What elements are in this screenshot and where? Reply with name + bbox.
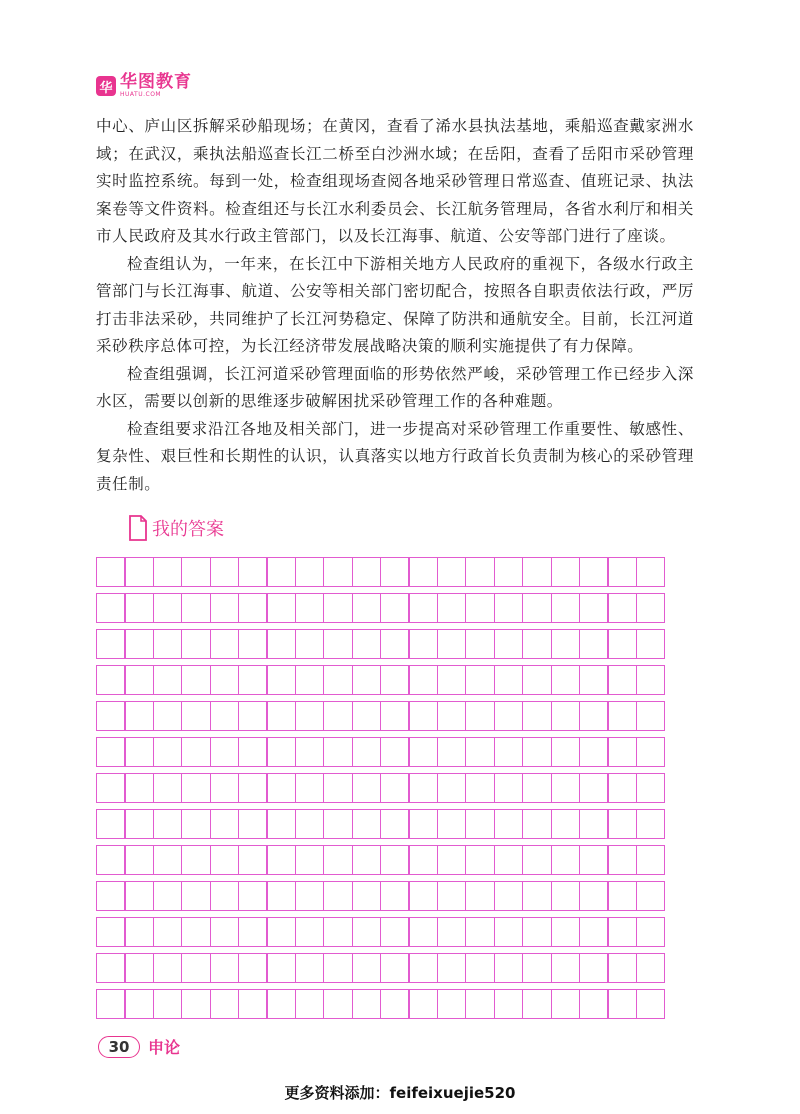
grid-cell[interactable] — [96, 881, 126, 911]
grid-cell[interactable] — [437, 773, 467, 803]
grid-cell[interactable] — [607, 917, 637, 947]
grid-cell[interactable] — [465, 845, 495, 875]
grid-cell[interactable] — [380, 989, 410, 1019]
grid-cell[interactable] — [494, 593, 524, 623]
grid-cell[interactable] — [494, 809, 524, 839]
grid-cell[interactable] — [266, 629, 296, 659]
grid-cell[interactable] — [181, 989, 211, 1019]
grid-cell[interactable] — [124, 593, 154, 623]
grid-cell[interactable] — [522, 629, 552, 659]
grid-cell[interactable] — [408, 701, 438, 731]
grid-cell[interactable] — [153, 989, 183, 1019]
grid-cell[interactable] — [96, 917, 126, 947]
grid-row — [96, 809, 664, 839]
grid-cell[interactable] — [437, 809, 467, 839]
grid-cell[interactable] — [437, 701, 467, 731]
grid-cell[interactable] — [465, 989, 495, 1019]
grid-cell[interactable] — [153, 809, 183, 839]
grid-cell[interactable] — [352, 989, 382, 1019]
grid-cell[interactable] — [636, 701, 666, 731]
grid-cell[interactable] — [380, 629, 410, 659]
grid-cell[interactable] — [437, 593, 467, 623]
grid-cell[interactable] — [323, 701, 353, 731]
grid-cell[interactable] — [96, 773, 126, 803]
grid-cell[interactable] — [323, 953, 353, 983]
grid-cell[interactable] — [380, 953, 410, 983]
grid-cell[interactable] — [465, 917, 495, 947]
grid-cell[interactable] — [210, 773, 240, 803]
grid-cell[interactable] — [352, 593, 382, 623]
grid-cell[interactable] — [522, 593, 552, 623]
grid-cell[interactable] — [323, 989, 353, 1019]
grid-cell[interactable] — [551, 737, 581, 767]
grid-cell[interactable] — [238, 593, 268, 623]
grid-cell[interactable] — [408, 845, 438, 875]
brand-logo — [96, 74, 192, 98]
grid-cell[interactable] — [153, 737, 183, 767]
grid-cell[interactable] — [607, 809, 637, 839]
grid-cell[interactable] — [238, 845, 268, 875]
grid-cell[interactable] — [295, 881, 325, 911]
grid-cell[interactable] — [551, 629, 581, 659]
grid-cell[interactable] — [153, 881, 183, 911]
brand-url: HUATU.COM — [120, 91, 162, 98]
grid-cell[interactable] — [210, 629, 240, 659]
grid-cell[interactable] — [295, 845, 325, 875]
grid-row — [96, 989, 664, 1019]
grid-cell[interactable] — [181, 881, 211, 911]
grid-cell[interactable] — [408, 953, 438, 983]
grid-cell[interactable] — [408, 593, 438, 623]
grid-cell[interactable] — [380, 881, 410, 911]
grid-cell[interactable] — [380, 665, 410, 695]
grid-cell[interactable] — [522, 953, 552, 983]
grid-cell[interactable] — [579, 917, 609, 947]
grid-cell[interactable] — [551, 953, 581, 983]
grid-cell[interactable] — [295, 917, 325, 947]
grid-cell[interactable] — [636, 809, 666, 839]
grid-cell[interactable] — [124, 665, 154, 695]
grid-cell[interactable] — [607, 989, 637, 1019]
footer-note: 更多资料添加：feifeixuejie520 — [284, 1084, 516, 1102]
grid-row — [96, 593, 664, 623]
grid-cell[interactable] — [522, 737, 552, 767]
grid-row — [96, 629, 664, 659]
grid-cell[interactable] — [323, 593, 353, 623]
grid-cell[interactable] — [380, 773, 410, 803]
grid-cell[interactable] — [238, 557, 268, 587]
grid-cell[interactable] — [494, 989, 524, 1019]
grid-cell[interactable] — [238, 773, 268, 803]
grid-cell[interactable] — [323, 809, 353, 839]
grid-cell[interactable] — [181, 557, 211, 587]
grid-cell[interactable] — [210, 845, 240, 875]
grid-cell[interactable] — [96, 593, 126, 623]
grid-cell[interactable] — [522, 917, 552, 947]
grid-cell[interactable] — [96, 953, 126, 983]
grid-cell[interactable] — [210, 665, 240, 695]
grid-cell[interactable] — [551, 989, 581, 1019]
grid-cell[interactable] — [238, 809, 268, 839]
article-body — [96, 113, 694, 498]
grid-cell[interactable] — [522, 701, 552, 731]
grid-cell[interactable] — [295, 737, 325, 767]
grid-cell[interactable] — [352, 881, 382, 911]
grid-cell[interactable] — [295, 593, 325, 623]
grid-cell[interactable] — [551, 593, 581, 623]
grid-cell[interactable] — [551, 773, 581, 803]
grid-cell[interactable] — [579, 593, 609, 623]
grid-cell[interactable] — [124, 737, 154, 767]
grid-cell[interactable] — [210, 953, 240, 983]
grid-cell[interactable] — [238, 701, 268, 731]
grid-cell[interactable] — [551, 881, 581, 911]
grid-cell[interactable] — [607, 557, 637, 587]
grid-cell[interactable] — [494, 629, 524, 659]
grid-cell[interactable] — [323, 665, 353, 695]
grid-row — [96, 881, 664, 911]
logo-mark-icon: 华 — [96, 76, 116, 96]
grid-cell[interactable] — [210, 557, 240, 587]
grid-cell[interactable] — [636, 737, 666, 767]
answer-grid[interactable] — [96, 557, 664, 1019]
grid-cell[interactable] — [636, 881, 666, 911]
grid-cell[interactable] — [238, 953, 268, 983]
grid-cell[interactable] — [551, 809, 581, 839]
grid-row — [96, 737, 664, 767]
grid-cell[interactable] — [266, 557, 296, 587]
grid-cell[interactable] — [238, 881, 268, 911]
grid-cell[interactable] — [551, 917, 581, 947]
grid-cell[interactable] — [579, 737, 609, 767]
grid-row — [96, 557, 664, 587]
grid-cell[interactable] — [522, 881, 552, 911]
grid-cell[interactable] — [494, 701, 524, 731]
grid-cell[interactable] — [124, 881, 154, 911]
grid-cell[interactable] — [607, 845, 637, 875]
grid-cell[interactable] — [380, 557, 410, 587]
grid-cell[interactable] — [266, 593, 296, 623]
grid-row — [96, 665, 664, 695]
grid-cell[interactable] — [266, 917, 296, 947]
grid-row — [96, 917, 664, 947]
grid-cell[interactable] — [551, 665, 581, 695]
grid-cell[interactable] — [238, 737, 268, 767]
grid-cell[interactable] — [465, 953, 495, 983]
grid-cell[interactable] — [465, 809, 495, 839]
grid-cell[interactable] — [210, 593, 240, 623]
grid-cell[interactable] — [266, 737, 296, 767]
grid-cell[interactable] — [96, 557, 126, 587]
grid-cell[interactable] — [408, 737, 438, 767]
grid-cell[interactable] — [238, 989, 268, 1019]
grid-cell[interactable] — [636, 665, 666, 695]
grid-cell[interactable] — [266, 845, 296, 875]
grid-cell[interactable] — [437, 917, 467, 947]
grid-cell[interactable] — [636, 845, 666, 875]
grid-cell[interactable] — [408, 809, 438, 839]
grid-cell[interactable] — [295, 701, 325, 731]
grid-cell[interactable] — [153, 593, 183, 623]
grid-cell[interactable] — [551, 701, 581, 731]
grid-cell[interactable] — [494, 665, 524, 695]
grid-cell[interactable] — [636, 593, 666, 623]
grid-cell[interactable] — [551, 557, 581, 587]
grid-cell[interactable] — [380, 809, 410, 839]
grid-cell[interactable] — [522, 773, 552, 803]
grid-cell[interactable] — [124, 989, 154, 1019]
grid-cell[interactable] — [465, 593, 495, 623]
grid-cell[interactable] — [408, 557, 438, 587]
grid-cell[interactable] — [181, 953, 211, 983]
grid-cell[interactable] — [579, 953, 609, 983]
grid-cell[interactable] — [238, 917, 268, 947]
grid-cell[interactable] — [352, 809, 382, 839]
grid-cell[interactable] — [266, 881, 296, 911]
grid-cell[interactable] — [607, 773, 637, 803]
grid-cell[interactable] — [181, 773, 211, 803]
grid-cell[interactable] — [181, 629, 211, 659]
grid-cell[interactable] — [238, 665, 268, 695]
grid-cell[interactable] — [210, 881, 240, 911]
grid-cell[interactable] — [181, 809, 211, 839]
grid-cell[interactable] — [96, 737, 126, 767]
section-name: 申论 — [148, 1038, 181, 1057]
grid-row — [96, 701, 664, 731]
grid-cell[interactable] — [494, 845, 524, 875]
grid-cell[interactable] — [210, 989, 240, 1019]
grid-cell[interactable] — [636, 773, 666, 803]
grid-cell[interactable] — [295, 953, 325, 983]
grid-cell[interactable] — [551, 845, 581, 875]
grid-cell[interactable] — [181, 917, 211, 947]
grid-cell[interactable] — [96, 989, 126, 1019]
grid-cell[interactable] — [380, 845, 410, 875]
grid-cell[interactable] — [96, 665, 126, 695]
grid-cell[interactable] — [607, 629, 637, 659]
grid-cell[interactable] — [408, 917, 438, 947]
grid-cell[interactable] — [607, 665, 637, 695]
grid-cell[interactable] — [522, 989, 552, 1019]
answer-section-title: 我的答案 — [152, 519, 224, 540]
grid-cell[interactable] — [153, 629, 183, 659]
grid-cell[interactable] — [352, 665, 382, 695]
grid-cell[interactable] — [323, 845, 353, 875]
grid-cell[interactable] — [153, 773, 183, 803]
grid-cell[interactable] — [352, 773, 382, 803]
page-number: 30 — [98, 1036, 140, 1058]
grid-cell[interactable] — [323, 629, 353, 659]
grid-cell[interactable] — [437, 953, 467, 983]
grid-cell[interactable] — [579, 557, 609, 587]
grid-cell[interactable] — [96, 809, 126, 839]
grid-cell[interactable] — [494, 737, 524, 767]
grid-cell[interactable] — [210, 701, 240, 731]
grid-cell[interactable] — [380, 593, 410, 623]
grid-cell[interactable] — [124, 917, 154, 947]
grid-cell[interactable] — [579, 773, 609, 803]
grid-cell[interactable] — [181, 737, 211, 767]
grid-cell[interactable] — [96, 845, 126, 875]
grid-cell[interactable] — [238, 629, 268, 659]
grid-cell[interactable] — [579, 881, 609, 911]
grid-cell[interactable] — [323, 917, 353, 947]
grid-cell[interactable] — [266, 953, 296, 983]
grid-cell[interactable] — [380, 917, 410, 947]
grid-cell[interactable] — [323, 557, 353, 587]
grid-cell[interactable] — [266, 809, 296, 839]
grid-cell[interactable] — [323, 737, 353, 767]
grid-cell[interactable] — [636, 629, 666, 659]
grid-cell[interactable] — [124, 953, 154, 983]
grid-cell[interactable] — [408, 881, 438, 911]
grid-cell[interactable] — [266, 665, 296, 695]
grid-cell[interactable] — [494, 557, 524, 587]
grid-cell[interactable] — [181, 593, 211, 623]
grid-cell[interactable] — [295, 665, 325, 695]
grid-cell[interactable] — [437, 557, 467, 587]
paragraph: 检查组强调，长江河道采砂管理面临的形势依然严峻，采砂管理工作已经步入深水区，需要以创新的思维逐步破解困扰采砂管理工作的各种难题。 — [96, 364, 694, 410]
grid-cell[interactable] — [352, 845, 382, 875]
grid-cell[interactable] — [124, 809, 154, 839]
paragraph: 检查组认为，一年来，在长江中下游相关地方人民政府的重视下，各级水行政主管部门与长江海事、航道、公安等相关部门密切配合，按照各自职责依法行政，严厉打击非法采砂，共同维护了长江河势稳定、保障了防洪和通航安全。目前，长江河道采砂秩序总体可控，为长江经济带发展战略决策的顺利实施提供了有力保障。 — [96, 254, 694, 355]
grid-cell[interactable] — [124, 557, 154, 587]
grid-cell[interactable] — [579, 989, 609, 1019]
logo-text — [120, 74, 192, 98]
grid-cell[interactable] — [323, 881, 353, 911]
grid-cell[interactable] — [266, 773, 296, 803]
grid-cell[interactable] — [295, 989, 325, 1019]
grid-cell[interactable] — [494, 953, 524, 983]
paragraph: 中心、庐山区拆解采砂船现场；在黄冈，查看了浠水县执法基地，乘船巡查戴家洲水域；在武汉，乘执法船巡查长江二桥至白沙洲水域；在岳阳，查看了岳阳市采砂管理实时监控系统。每到一处，检查组现场查阅各地采砂管理日常巡查、值班记录、执法案卷等文件资料。检查组还与长江水利委员会、长江航务管理局，各省水利厅和相关市人民政府及其水行政主管部门，以及长江海事、航道、公安等部门进行了座谈。 — [96, 117, 694, 245]
grid-cell[interactable] — [437, 665, 467, 695]
grid-cell[interactable] — [408, 989, 438, 1019]
grid-cell[interactable] — [380, 701, 410, 731]
grid-cell[interactable] — [636, 989, 666, 1019]
grid-cell[interactable] — [352, 701, 382, 731]
grid-cell[interactable] — [579, 701, 609, 731]
grid-cell[interactable] — [181, 701, 211, 731]
grid-cell[interactable] — [494, 773, 524, 803]
grid-cell[interactable] — [437, 989, 467, 1019]
grid-cell[interactable] — [636, 557, 666, 587]
grid-cell[interactable] — [210, 737, 240, 767]
grid-cell[interactable] — [494, 881, 524, 911]
grid-cell[interactable] — [465, 665, 495, 695]
grid-cell[interactable] — [465, 881, 495, 911]
grid-cell[interactable] — [96, 629, 126, 659]
page-footer — [98, 1035, 180, 1058]
grid-cell[interactable] — [323, 773, 353, 803]
grid-cell[interactable] — [579, 809, 609, 839]
grid-cell[interactable] — [465, 773, 495, 803]
grid-cell[interactable] — [465, 737, 495, 767]
grid-cell[interactable] — [607, 881, 637, 911]
grid-cell[interactable] — [607, 593, 637, 623]
grid-cell[interactable] — [607, 737, 637, 767]
grid-cell[interactable] — [494, 917, 524, 947]
grid-cell[interactable] — [636, 953, 666, 983]
grid-cell[interactable] — [380, 737, 410, 767]
grid-cell[interactable] — [522, 809, 552, 839]
grid-cell[interactable] — [295, 773, 325, 803]
grid-cell[interactable] — [153, 917, 183, 947]
grid-cell[interactable] — [210, 809, 240, 839]
grid-cell[interactable] — [437, 845, 467, 875]
grid-cell[interactable] — [295, 809, 325, 839]
grid-cell[interactable] — [153, 665, 183, 695]
grid-cell[interactable] — [579, 845, 609, 875]
grid-cell[interactable] — [153, 845, 183, 875]
grid-cell[interactable] — [352, 917, 382, 947]
grid-cell[interactable] — [124, 845, 154, 875]
grid-cell[interactable] — [437, 737, 467, 767]
grid-cell[interactable] — [437, 629, 467, 659]
grid-cell[interactable] — [153, 701, 183, 731]
paragraph: 检查组要求沿江各地及相关部门，进一步提高对采砂管理工作重要性、敏感性、复杂性、艰巨性和长期性的认识，认真落实以地方行政首长负责制为核心的采砂管理责任制。 — [96, 419, 694, 493]
grid-cell[interactable] — [352, 629, 382, 659]
grid-cell[interactable] — [636, 917, 666, 947]
grid-cell[interactable] — [522, 665, 552, 695]
document-icon — [128, 515, 148, 541]
grid-cell[interactable] — [408, 665, 438, 695]
grid-cell[interactable] — [352, 557, 382, 587]
grid-cell[interactable] — [266, 701, 296, 731]
grid-cell[interactable] — [607, 953, 637, 983]
grid-cell[interactable] — [408, 629, 438, 659]
grid-cell[interactable] — [181, 845, 211, 875]
grid-cell[interactable] — [124, 773, 154, 803]
brand-name: 华图教育 — [120, 72, 192, 92]
grid-row — [96, 773, 664, 803]
grid-cell[interactable] — [579, 629, 609, 659]
grid-cell[interactable] — [437, 881, 467, 911]
grid-cell[interactable] — [352, 737, 382, 767]
grid-cell[interactable] — [465, 629, 495, 659]
grid-cell[interactable] — [352, 953, 382, 983]
grid-cell[interactable] — [181, 665, 211, 695]
grid-cell[interactable] — [465, 701, 495, 731]
grid-cell[interactable] — [465, 557, 495, 587]
grid-cell[interactable] — [579, 665, 609, 695]
grid-cell[interactable] — [295, 629, 325, 659]
grid-cell[interactable] — [153, 953, 183, 983]
grid-cell[interactable] — [124, 701, 154, 731]
grid-cell[interactable] — [153, 557, 183, 587]
grid-cell[interactable] — [210, 917, 240, 947]
grid-cell[interactable] — [607, 701, 637, 731]
grid-cell[interactable] — [295, 557, 325, 587]
grid-row — [96, 845, 664, 875]
grid-cell[interactable] — [96, 701, 126, 731]
grid-row — [96, 953, 664, 983]
grid-cell[interactable] — [266, 989, 296, 1019]
grid-cell[interactable] — [408, 773, 438, 803]
grid-cell[interactable] — [124, 629, 154, 659]
grid-cell[interactable] — [522, 845, 552, 875]
answer-section-header — [128, 514, 224, 542]
grid-cell[interactable] — [522, 557, 552, 587]
